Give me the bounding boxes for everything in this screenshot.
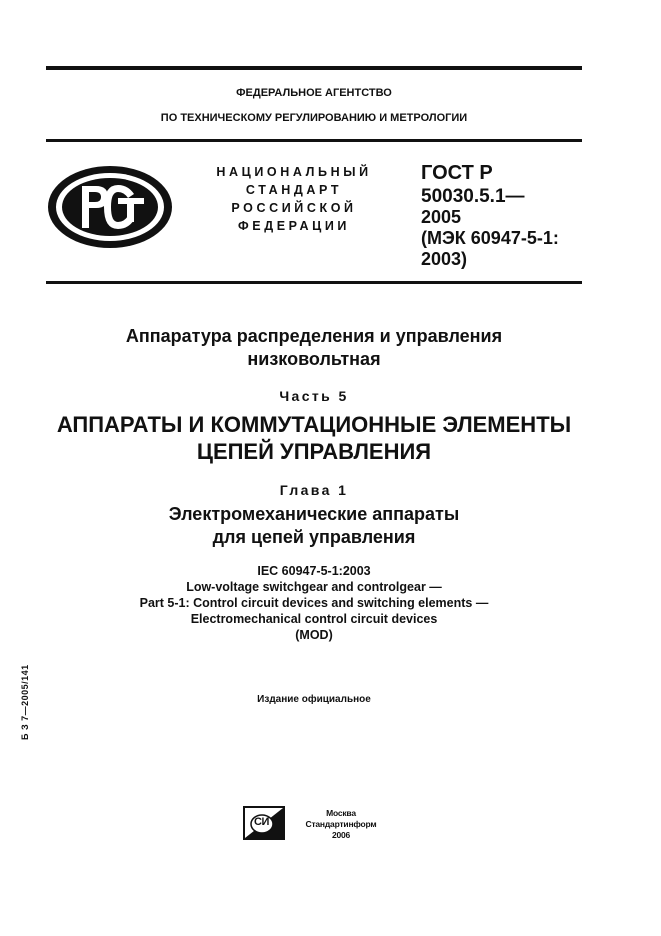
- iec-line: Low-voltage switchgear and controlgear —: [186, 580, 442, 594]
- agency-line-1: ФЕДЕРАЛЬНОЕ АГЕНТСТВО: [236, 87, 392, 99]
- national-standard-line: СТАНДАРТ: [245, 183, 343, 197]
- publisher-city: Москва: [326, 808, 356, 818]
- subtitle-line-2: для цепей управления: [212, 527, 416, 547]
- gost-year: 2005: [421, 207, 462, 227]
- gost-number-line: 50030.5.1—: [421, 186, 525, 207]
- title-line-1: Аппаратура распределения и управления: [125, 326, 503, 346]
- block-rule: [46, 281, 582, 284]
- agency-line-2: ПО ТЕХНИЧЕСКОМУ РЕГУЛИРОВАНИЮ И МЕТРОЛОГИИ: [160, 112, 468, 124]
- iec-line: (MOD): [295, 628, 333, 642]
- main-title-line-2: ЦЕПЕЙ УПРАВЛЕНИЯ: [196, 439, 432, 464]
- national-standard-line: РОССИЙСКОЙ: [231, 201, 357, 215]
- national-standard-line: ФЕДЕРАЦИИ: [237, 219, 350, 233]
- iec-line: IEC 60947-5-1:2003: [257, 564, 371, 578]
- edition-label: Издание официальное: [257, 694, 371, 705]
- top-rule: [46, 66, 582, 70]
- header-rule: [46, 139, 582, 142]
- title-line-2: низковольтная: [247, 349, 381, 369]
- main-title-line-1: АППАРАТЫ И КОММУТАЦИОННЫЕ ЭЛЕМЕНТЫ: [56, 412, 572, 437]
- subtitle-line-1: Электромеханические аппараты: [168, 504, 460, 524]
- rst-logo-icon: [46, 164, 174, 250]
- chapter-label: Глава 1: [279, 482, 349, 498]
- publisher-year: 2006: [331, 830, 351, 840]
- gost-number-line: ГОСТ Р: [421, 162, 493, 184]
- iec-line: Electromechanical control circuit devices: [190, 612, 438, 626]
- iec-equivalent-year: 2003): [421, 249, 468, 269]
- national-standard-line: НАЦИОНАЛЬНЫЙ: [216, 165, 372, 179]
- iec-equivalent: (МЭК 60947-5-1:: [421, 228, 559, 248]
- part-label: Часть 5: [279, 388, 349, 404]
- publisher-logo-icon: [243, 806, 285, 840]
- side-code: Б З 7—2005/141: [20, 664, 30, 740]
- publisher-logo-text: СИ: [254, 816, 269, 828]
- iec-line: Part 5-1: Control circuit devices and switching elements —: [139, 596, 489, 610]
- publisher-name: Стандартинформ: [305, 819, 377, 829]
